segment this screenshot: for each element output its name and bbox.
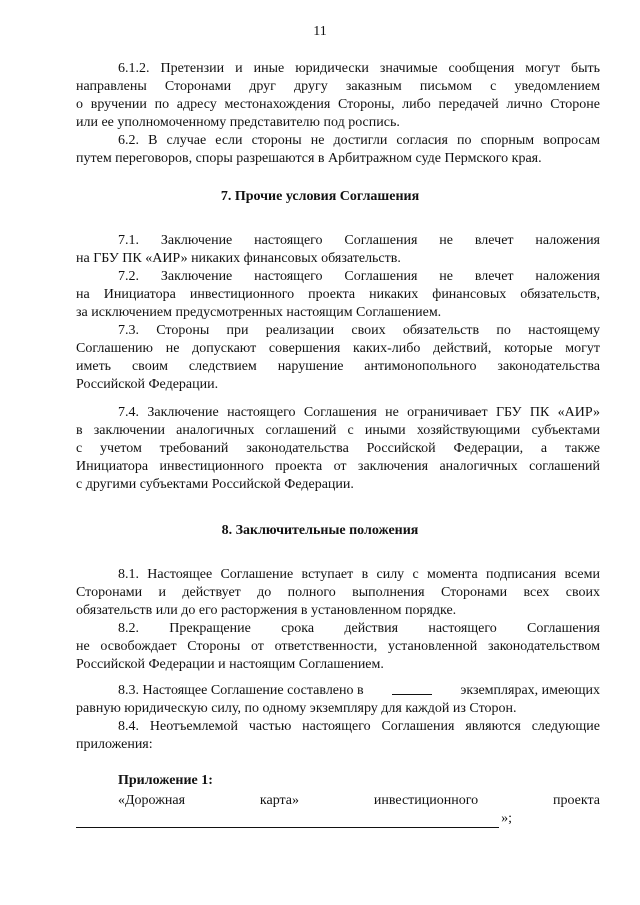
section-8-heading: 8. Заключительные положения <box>221 523 419 538</box>
page-number: 11 <box>313 24 327 39</box>
paragraph-7-4-line-3: с учетом требований законодательства Российской Федерации, а также <box>76 441 600 456</box>
paragraph-7-4-line-1: 7.4. Заключение настоящего Соглашения не ограничивает ГБУ ПК «АИР» <box>118 405 600 420</box>
appendix-line-1: «Дорожная карта» инвестиционного проекта <box>118 793 600 808</box>
paragraph-8-2-line-3: Российской Федерации и настоящим Соглашением. <box>76 657 384 672</box>
paragraph-8-4-line-1: 8.4. Неотъемлемой частью настоящего Соглашения являются следующие <box>118 719 600 734</box>
paragraph-7-2-line-1: 7.2. Заключение настоящего Соглашения не влечет наложения <box>118 269 600 284</box>
paragraph-7-4-line-5: с другими субъектами Российской Федерации. <box>76 477 354 492</box>
paragraph-8-1-line-3: обязательств или до его расторжения в установленном порядке. <box>76 603 457 618</box>
copies-blank <box>392 682 432 695</box>
paragraph-7-4-line-4: Инициатора инвестиционного проекта от заключения аналогичных соглашений <box>76 459 600 474</box>
paragraph-7-3-line-2: Соглашению не допускают совершения каких-либо действий, которые могут <box>76 341 600 356</box>
paragraph-7-2-line-2: на Инициатора инвестиционного проекта никаких финансовых обязательств, <box>76 287 600 302</box>
paragraph-6-1-2-line-3: о вручении по адресу местонахождения Стороны, либо передачей лично Стороне <box>76 97 600 112</box>
paragraph-6-1-2-line-2: направлены Сторонами друг другу заказным письмом с уведомлением <box>76 79 600 94</box>
paragraph-7-1-line-2: на ГБУ ПК «АИР» никаких финансовых обязательств. <box>76 251 401 266</box>
paragraph-6-2-line-2: путем переговоров, споры разрешаются в Арбитражном суде Пермского края. <box>76 151 542 166</box>
paragraph-7-2-line-3: за исключением предусмотренных настоящим Соглашением. <box>76 305 442 320</box>
paragraph-6-1-2-line-1: 6.1.2. Претензии и иные юридически значимые сообщения могут быть <box>118 61 600 76</box>
project-name-blank <box>76 813 499 828</box>
paragraph-8-1-line-1: 8.1. Настоящее Соглашение вступает в силу с момента подписания всеми <box>118 567 600 582</box>
appendix-tail: »; <box>501 811 512 826</box>
appendix-title: Приложение 1: <box>118 773 213 788</box>
paragraph-7-3-line-3: иметь своим следствием нарушение антимонопольного законодательства <box>76 359 600 374</box>
paragraph-6-2-line-1: 6.2. В случае если стороны не достигли согласия по спорным вопросам <box>118 133 600 148</box>
paragraph-7-3-line-4: Российской Федерации. <box>76 377 219 392</box>
paragraph-8-3-before: 8.3. Настоящее Соглашение составлено в <box>118 683 364 698</box>
appendix-line-2 <box>76 810 512 828</box>
paragraph-8-3-line-2: равную юридическую силу, по одному экземпляру для каждой из Сторон. <box>76 701 517 716</box>
paragraph-6-1-2-line-4: или ее уполномоченному представителю под роспись. <box>76 115 400 130</box>
paragraph-8-1-line-2: Сторонами и действует до полного выполнения Сторонами всех своих <box>76 585 600 600</box>
paragraph-7-4-line-2: в заключении аналогичных соглашений с иными хозяйствующими субъектами <box>76 423 600 438</box>
paragraph-8-3-after: экземплярах, имеющих <box>460 683 600 698</box>
paragraph-8-3-line-1 <box>76 682 600 700</box>
paragraph-8-2-line-1: 8.2. Прекращение срока действия настоящего Соглашения <box>118 621 600 636</box>
paragraph-8-4-line-2: приложения: <box>76 737 153 752</box>
paragraph-7-1-line-1: 7.1. Заключение настоящего Соглашения не влечет наложения <box>118 233 600 248</box>
paragraph-7-3-line-1: 7.3. Стороны при реализации своих обязательств по настоящему <box>118 323 600 338</box>
section-7-heading: 7. Прочие условия Соглашения <box>220 189 420 204</box>
paragraph-8-2-line-2: не освобождает Стороны от ответственности, установленной законодательством <box>76 639 600 654</box>
